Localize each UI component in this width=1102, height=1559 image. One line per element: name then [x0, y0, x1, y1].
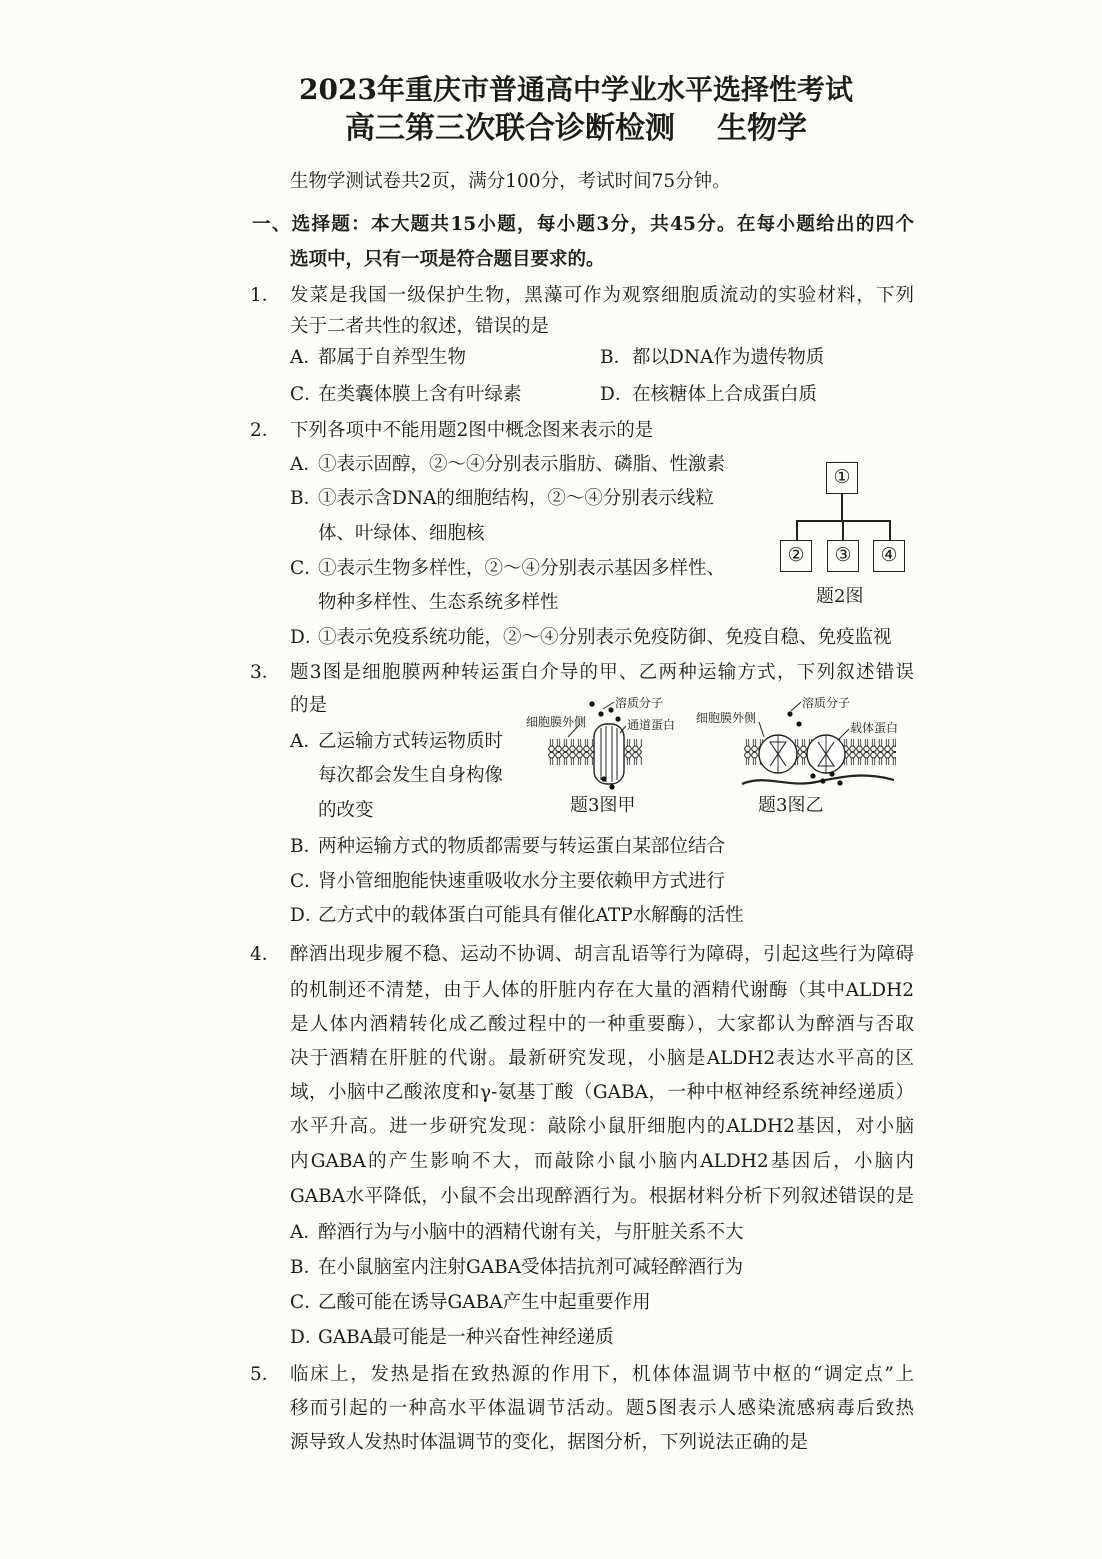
option-text: ①表示固醇，②～④分别表示脂肪、磷脂、性激素	[318, 454, 726, 475]
option-letter: A．	[290, 347, 322, 368]
question-stem-line: 域，小脑中乙酸浓度和γ-氨基丁酸（GABA，一种中枢神经系统神经递质）	[290, 1082, 914, 1103]
option-text: 的改变	[318, 800, 374, 821]
question-stem-line: 内GABA的产生影响不大，而敲除小鼠小脑内ALDH2基因后，小脑内	[290, 1151, 914, 1172]
option-letter: A．	[290, 731, 322, 752]
exam-subject: 生物学	[717, 111, 807, 146]
carrier-protein-label: 载体蛋白	[850, 721, 899, 735]
option-text: 都以DNA作为遗传物质	[632, 347, 825, 368]
question-stem-line: 的机制还不清楚，由于人体的肝脏内存在大量的酒精代谢酶（其中ALDH2	[290, 980, 914, 1001]
solute-dot	[796, 721, 801, 726]
solute-dot	[608, 707, 613, 712]
label-pointer	[791, 702, 801, 711]
section-heading-line: 一、选择题：本大题共15小题，每小题3分，共45分。在每小题给出的四个	[252, 214, 914, 235]
solute-dot	[589, 701, 594, 706]
option-letter: B．	[290, 836, 323, 857]
question-number: 2．	[250, 420, 281, 441]
carrier-protein	[807, 735, 845, 773]
exam-subtitle-main: 高三第三次联合诊断检测	[345, 111, 675, 146]
figure-3a-channel-transport	[526, 695, 675, 790]
cytoplasm-wave-line	[742, 776, 894, 784]
label-pointer	[759, 722, 764, 737]
channel-protein	[594, 724, 624, 784]
question-number: 5．	[250, 1364, 281, 1385]
question-number: 4．	[250, 944, 281, 965]
option-text: 两种运输方式的物质都需要与转运蛋白某部位结合	[318, 836, 726, 857]
option-letter: B．	[290, 1257, 323, 1278]
exam-intro: 生物学测试卷共2页，满分100分，考试时间75分钟。	[290, 171, 731, 192]
concept-node-child: ②	[780, 540, 812, 572]
figure-caption: 题3图乙	[758, 795, 824, 816]
option-letter: C．	[290, 1292, 323, 1313]
solute-dot	[829, 771, 834, 776]
connector-line	[841, 494, 843, 520]
solute-dot	[820, 778, 825, 783]
question-stem-line: 临床上，发热是指在致热源的作用下，机体体温调节中枢的“调定点”上	[290, 1364, 914, 1385]
connector-line	[842, 520, 844, 541]
option-letter: B．	[290, 488, 323, 509]
question-stem-line: GABA水平降低，小鼠不会出现醉酒行为。根据材料分析下列叙述错误的是	[290, 1186, 914, 1207]
concept-node-parent: ①	[826, 462, 858, 494]
concept-node-child: ③	[827, 540, 859, 572]
option-letter: A．	[290, 454, 322, 475]
connector-line	[796, 520, 798, 541]
solute-dot	[615, 716, 620, 721]
option-text: ①表示生物多样性，②～④分别表示基因多样性、	[318, 558, 726, 579]
carrier-protein	[759, 735, 797, 773]
option-text: 物种多样性、生态系统多样性	[318, 592, 559, 613]
option-text: 乙运输方式转运物质时	[318, 731, 504, 752]
question-stem-line: 是人体内酒精转化成乙酸过程中的一种重要酶），大家都认为醉酒与否取	[290, 1014, 914, 1035]
membrane-outside-label: 细胞膜外侧	[696, 711, 757, 725]
option-text: 乙酸可能在诱导GABA产生中起重要作用	[318, 1292, 651, 1313]
question-stem-line: 移而引起的一种高水平体温调节活动。题5图表示人感染流感病毒后致热	[290, 1398, 914, 1419]
option-text: 在小鼠脑室内注射GABA受体拮抗剂可减轻醉酒行为	[318, 1257, 744, 1278]
question-number: 1．	[250, 285, 281, 306]
option-text: 体、叶绿体、细胞核	[318, 523, 485, 544]
question-number: 3．	[250, 662, 281, 683]
question-stem-line: 的是	[290, 695, 328, 716]
option-text: 醉酒行为与小脑中的酒精代谢有关，与肝脏关系不大	[318, 1222, 744, 1243]
exam-title: 2023年重庆市普通高中学业水平选择性考试	[299, 73, 853, 106]
solute-label: 溶质分子	[802, 696, 851, 710]
option-letter: A．	[290, 1222, 322, 1243]
option-text: 在核糖体上合成蛋白质	[632, 384, 818, 405]
solute-dot	[598, 711, 603, 716]
solute-dot	[601, 776, 606, 781]
figure-caption: 题2图	[816, 586, 864, 607]
question-stem-line: 发菜是我国一级保护生物，黑藻可作为观察细胞质流动的实验材料，下列	[290, 285, 914, 306]
figure-3b-carrier-transport	[696, 695, 898, 786]
section-heading-line: 选项中，只有一项是符合题目要求的。	[290, 249, 605, 270]
option-text: ①表示含DNA的细胞结构，②～④分别表示线粒	[318, 488, 714, 509]
option-text: 都属于自养型生物	[318, 347, 467, 368]
question-stem-line: 题3图是细胞膜两种转运蛋白介导的甲、乙两种运输方式，下列叙述错误	[290, 662, 914, 683]
option-letter: C．	[290, 871, 323, 892]
concept-node-child: ④	[873, 540, 905, 572]
option-letter: D．	[290, 905, 324, 926]
option-text: 在类囊体膜上含有叶绿素	[318, 384, 522, 405]
solute-label: 溶质分子	[615, 696, 664, 710]
exam-subtitle	[226, 110, 926, 148]
question-stem-line: 水平升高。进一步研究发现：敲除小鼠肝细胞内的ALDH2基因，对小脑	[290, 1116, 914, 1137]
solute-dot	[787, 711, 792, 716]
figure-caption: 题3图甲	[570, 795, 636, 816]
solute-dot	[810, 773, 815, 778]
option-letter: D．	[290, 1327, 324, 1348]
option-text: 肾小管细胞能快速重吸收水分主要依赖甲方式进行	[318, 871, 726, 892]
channel-protein-label: 通道蛋白	[627, 718, 676, 732]
question-stem-line: 决于酒精在肝脏的代谢。最新研究发现，小脑是ALDH2表达水平高的区	[290, 1048, 914, 1069]
option-letter: D．	[290, 627, 324, 648]
question-stem-line: 醉酒出现步履不稳、运动不协调、胡言乱语等行为障碍，引起这些行为障碍	[290, 944, 914, 965]
option-letter: B．	[600, 347, 633, 368]
option-text: ①表示免疫系统功能，②～④分别表示免疫防御、免疫自稳、免疫监视	[318, 627, 892, 648]
connector-line	[889, 520, 891, 541]
option-letter: C．	[290, 558, 323, 579]
membrane-outside-label: 细胞膜外侧	[526, 715, 587, 729]
question-stem-line: 源导致人发热时体温调节的变化，据图分析，下列说法正确的是	[290, 1432, 809, 1453]
option-text: GABA最可能是一种兴奋性神经递质	[318, 1327, 614, 1348]
option-text: 每次都会发生自身构像	[318, 765, 504, 786]
membrane-transport-diagram	[520, 688, 910, 792]
option-letter: C．	[290, 384, 323, 405]
option-letter: D．	[600, 384, 634, 405]
option-text: 乙方式中的载体蛋白可能具有催化ATP水解酶的活性	[318, 905, 744, 926]
question-stem-line: 关于二者共性的叙述，错误的是	[290, 316, 550, 337]
solute-dot	[609, 784, 614, 789]
question-stem-line: 下列各项中不能用题2图中概念图来表示的是	[290, 420, 654, 441]
solute-dot	[837, 780, 842, 785]
